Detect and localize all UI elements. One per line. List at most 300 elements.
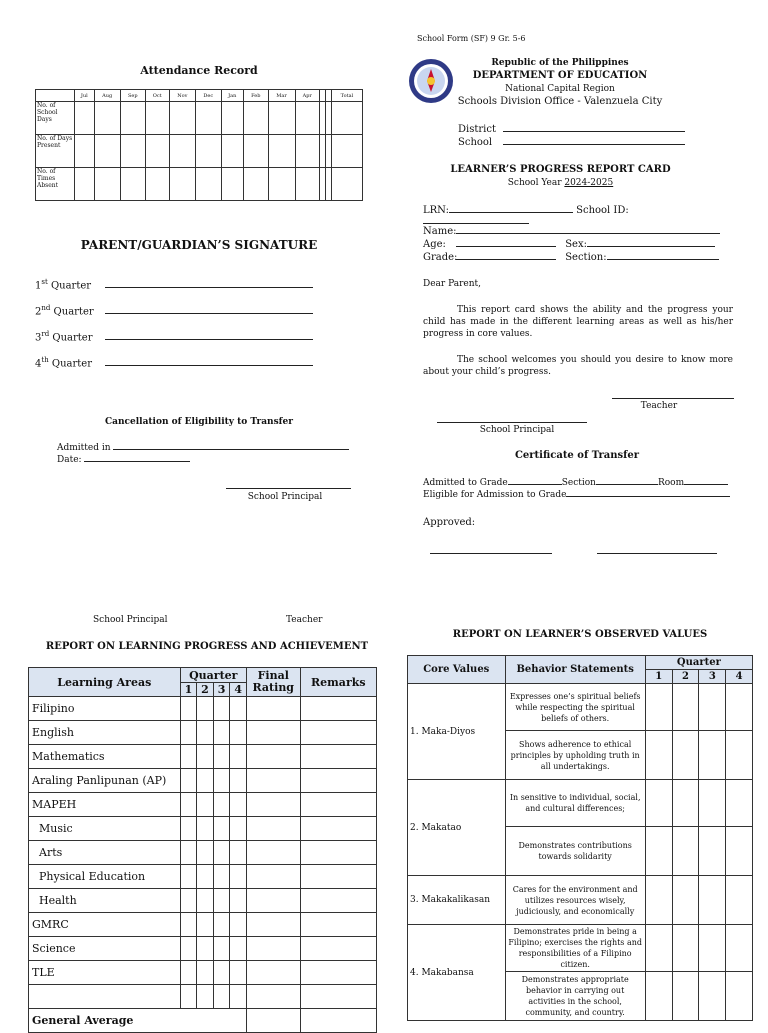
attendance-cell[interactable] <box>75 102 95 135</box>
attendance-cell[interactable] <box>221 135 243 168</box>
header-deped: DEPARTMENT OF EDUCATION <box>472 70 648 81</box>
attendance-cell[interactable] <box>120 168 145 201</box>
values-row <box>408 925 753 972</box>
values-mark-cell[interactable] <box>645 827 672 876</box>
lrn-row <box>423 205 733 227</box>
principal-sign-line <box>437 422 587 423</box>
learning-row <box>29 793 377 817</box>
attendance-cell[interactable] <box>169 102 195 135</box>
attendance-month-8: Feb <box>243 90 268 102</box>
grade-cell[interactable] <box>197 769 214 793</box>
eligible-label: Eligible for Admission to Grade <box>423 490 567 500</box>
learning-title: REPORT ON LEARNING PROGRESS AND ACHIEVEMENT <box>45 641 369 652</box>
lrn-line <box>449 212 573 213</box>
general-average-remarks[interactable] <box>300 1009 376 1033</box>
quarter-4-header: 4 <box>230 683 247 697</box>
attendance-row <box>36 135 363 168</box>
grade-cell[interactable] <box>197 841 214 865</box>
grade-cell[interactable] <box>300 769 376 793</box>
grade-cell[interactable] <box>230 985 247 1009</box>
attendance-month-2: Aug <box>94 90 120 102</box>
quarter-text: Quarter <box>49 332 93 344</box>
grade-cell[interactable] <box>213 841 230 865</box>
school-line <box>503 144 685 145</box>
grade-cell[interactable] <box>300 985 376 1009</box>
attendance-cell[interactable] <box>221 102 243 135</box>
behavior-statement: In sensitive to individual, social, and cultural differences; <box>505 780 645 827</box>
school-year-value: 2024-2025 <box>564 178 614 188</box>
grade-cell[interactable] <box>213 793 230 817</box>
name-row <box>423 226 733 237</box>
grade-cell[interactable] <box>300 745 376 769</box>
attendance-cell[interactable] <box>243 102 268 135</box>
grade-cell[interactable] <box>197 889 214 913</box>
values-mark-cell[interactable] <box>672 876 699 925</box>
grade-cell[interactable] <box>300 841 376 865</box>
values-mark-cell[interactable] <box>726 876 753 925</box>
grade-cell[interactable] <box>246 745 300 769</box>
grade-cell[interactable] <box>230 889 247 913</box>
cancel-principal-label: School Principal <box>247 492 323 502</box>
transfer-section-label: Section <box>561 478 596 488</box>
grade-cell[interactable] <box>230 721 247 745</box>
sex-label: Sex: <box>565 239 587 250</box>
attendance-cell[interactable] <box>75 168 95 201</box>
grade-cell[interactable] <box>300 937 376 961</box>
age-row <box>423 239 733 250</box>
deped-seal-logo <box>408 58 454 104</box>
teacher-sign-line <box>612 398 734 399</box>
learning-area-name: Music <box>29 817 181 841</box>
attendance-row-label: No. of Days Present <box>36 135 75 168</box>
grade-cell[interactable] <box>300 913 376 937</box>
general-average-label: General Average <box>29 1009 247 1033</box>
learning-areas-header: Learning Areas <box>29 668 181 697</box>
grade-cell[interactable] <box>180 889 197 913</box>
values-mark-cell[interactable] <box>699 780 726 827</box>
bottom-principal-label: School Principal <box>93 615 168 625</box>
grade-cell[interactable] <box>197 865 214 889</box>
date-label: Date: <box>57 455 82 465</box>
attendance-title: Attendance Record <box>140 64 258 77</box>
behavior-statement: Shows adherence to ethical principles by upholding truth in all undertakings. <box>505 731 645 780</box>
grade-cell[interactable] <box>180 865 197 889</box>
values-mark-cell[interactable] <box>672 731 699 780</box>
grade-cell[interactable] <box>197 961 214 985</box>
core-value-name: 3. Makakalikasan <box>408 876 506 925</box>
values-mark-cell[interactable] <box>645 876 672 925</box>
grade-cell[interactable] <box>197 721 214 745</box>
grade-cell[interactable] <box>213 817 230 841</box>
header-republic: Republic of the Philippines <box>491 58 629 68</box>
grade-cell[interactable] <box>230 745 247 769</box>
grade-cell[interactable] <box>213 985 230 1009</box>
quarter-signature-line[interactable] <box>105 313 313 314</box>
values-title: REPORT ON LEARNER’S OBSERVED VALUES <box>452 629 708 640</box>
learning-area-name: Science <box>29 937 181 961</box>
attendance-cell[interactable] <box>268 102 295 135</box>
values-quarter-3-header: 3 <box>699 670 726 684</box>
values-mark-cell[interactable] <box>726 925 753 972</box>
core-value-name: 1. Maka-Diyos <box>408 684 506 780</box>
grade-cell[interactable] <box>300 793 376 817</box>
attendance-month-10: Apr <box>295 90 319 102</box>
parent-signature-title: PARENT/GUARDIAN’S SIGNATURE <box>80 238 318 252</box>
general-average-row <box>29 1009 377 1033</box>
attendance-cell[interactable] <box>169 168 195 201</box>
school-row <box>458 137 685 148</box>
grade-cell[interactable] <box>197 745 214 769</box>
learning-area-name: Mathematics <box>29 745 181 769</box>
attendance-month-7: Jan <box>221 90 243 102</box>
learning-area-name: Filipino <box>29 697 181 721</box>
grade-cell[interactable] <box>300 721 376 745</box>
learning-area-name: Health <box>29 889 181 913</box>
attendance-row-label: No. of School Days <box>36 102 75 135</box>
learning-area-name: MAPEH <box>29 793 181 817</box>
attendance-cell[interactable] <box>145 168 169 201</box>
transfer-title: Certificate of Transfer <box>514 450 640 461</box>
grade-cell[interactable] <box>213 913 230 937</box>
grade-cell[interactable] <box>180 985 197 1009</box>
dear-parent: Dear Parent, <box>423 279 481 289</box>
admitted-grade-row <box>423 478 735 488</box>
values-mark-cell[interactable] <box>645 684 672 731</box>
values-mark-cell[interactable] <box>672 684 699 731</box>
grade-cell[interactable] <box>180 769 197 793</box>
learning-row <box>29 985 377 1009</box>
learning-row <box>29 889 377 913</box>
quarter-3-header: 3 <box>213 683 230 697</box>
approved-label: Approved: <box>423 517 476 528</box>
attendance-row <box>36 168 363 201</box>
cancellation-title: Cancellation of Eligibility to Transfer <box>104 417 293 427</box>
quarter-2-header: 2 <box>197 683 214 697</box>
quarter-signatures <box>35 278 335 382</box>
quarter-signature-row <box>35 278 335 304</box>
attendance-cell[interactable] <box>94 102 120 135</box>
teacher-label: Teacher <box>640 401 678 411</box>
grade-cell[interactable] <box>230 841 247 865</box>
grade-cell[interactable] <box>213 745 230 769</box>
values-mark-cell[interactable] <box>672 972 699 1021</box>
grade-cell[interactable] <box>246 793 300 817</box>
age-line <box>456 246 556 247</box>
learning-row <box>29 721 377 745</box>
grade-cell[interactable] <box>246 769 300 793</box>
attendance-cell[interactable] <box>268 135 295 168</box>
header-region: National Capital Region <box>505 84 615 94</box>
grade-cell[interactable] <box>180 841 197 865</box>
learning-row <box>29 745 377 769</box>
grade-line <box>456 259 556 260</box>
learning-area-name: Physical Education <box>29 865 181 889</box>
core-value-name: 4. Makabansa <box>408 925 506 1021</box>
section-line <box>607 259 719 260</box>
grade-cell[interactable] <box>230 793 247 817</box>
values-mark-cell[interactable] <box>699 876 726 925</box>
quarter-signature-line[interactable] <box>105 365 313 366</box>
grade-cell[interactable] <box>180 937 197 961</box>
grade-cell[interactable] <box>230 937 247 961</box>
grade-cell[interactable] <box>180 697 197 721</box>
grade-cell[interactable] <box>300 697 376 721</box>
values-quarter-2-header: 2 <box>672 670 699 684</box>
cancel-principal-line <box>226 488 351 489</box>
learning-area-name: Araling Panlipunan (AP) <box>29 769 181 793</box>
values-row <box>408 780 753 827</box>
learning-row <box>29 937 377 961</box>
grade-cell[interactable] <box>300 889 376 913</box>
quarter-1-header: 1 <box>180 683 197 697</box>
room-label: Room <box>657 478 685 488</box>
behavior-statement: Demonstrates contributions towards solidarity <box>505 827 645 876</box>
behavior-statement: Demonstrates appropriate behavior in carrying out activities in the school, community, and country. <box>505 972 645 1021</box>
attendance-cell[interactable] <box>243 135 268 168</box>
attendance-cell[interactable] <box>196 135 222 168</box>
core-values-header: Core Values <box>408 656 506 684</box>
school-id-line <box>423 223 529 224</box>
attendance-row <box>36 102 363 135</box>
attendance-table <box>35 89 363 201</box>
school-year-row <box>423 178 698 188</box>
grade-cell[interactable] <box>246 985 300 1009</box>
learning-area-name: TLE <box>29 961 181 985</box>
school-year-label: School Year <box>507 178 565 188</box>
attendance-cell[interactable] <box>120 135 145 168</box>
attendance-cell[interactable] <box>145 102 169 135</box>
admitted-in-label: Admitted in <box>57 443 111 453</box>
attendance-cell[interactable] <box>120 102 145 135</box>
quarter-label <box>35 278 105 291</box>
principal-label: School Principal <box>479 425 555 435</box>
transfer-section-line <box>596 484 658 485</box>
card-title: LEARNER’S PROGRESS REPORT CARD <box>450 164 671 175</box>
quarter-suffix: nd <box>41 304 51 312</box>
attendance-month-6: Dec <box>196 90 222 102</box>
grade-cell[interactable] <box>213 769 230 793</box>
final-rating-header: Final Rating <box>246 668 300 697</box>
learning-row <box>29 697 377 721</box>
grade-cell[interactable] <box>246 841 300 865</box>
values-mark-cell[interactable] <box>726 731 753 780</box>
grade-cell[interactable] <box>197 817 214 841</box>
attendance-month-3: Sep <box>120 90 145 102</box>
quarter-suffix: st <box>41 278 48 286</box>
grade-cell[interactable] <box>246 937 300 961</box>
attendance-cell[interactable] <box>268 168 295 201</box>
attendance-cell[interactable] <box>145 135 169 168</box>
core-value-name: 2. Makatao <box>408 780 506 876</box>
grade-cell[interactable] <box>180 817 197 841</box>
grade-cell[interactable] <box>197 937 214 961</box>
values-quarter-4-header: 4 <box>726 670 753 684</box>
quarter-signature-line[interactable] <box>105 287 313 288</box>
grade-cell[interactable] <box>213 697 230 721</box>
attendance-cell[interactable] <box>94 168 120 201</box>
grade-row <box>423 252 733 263</box>
quarter-signature-row <box>35 356 335 382</box>
learning-row <box>29 961 377 985</box>
school-id-label: School ID: <box>576 205 629 216</box>
values-mark-cell[interactable] <box>699 972 726 1021</box>
learning-row <box>29 913 377 937</box>
bottom-teacher-label: Teacher <box>286 615 323 625</box>
quarter-label <box>35 330 105 343</box>
attendance-month-9: Mar <box>268 90 295 102</box>
values-mark-cell[interactable] <box>726 780 753 827</box>
quarter-text: Quarter <box>48 358 92 370</box>
admitted-grade-line <box>508 484 562 485</box>
age-label: Age: <box>423 239 446 250</box>
values-table <box>407 655 753 1021</box>
quarter-number: 4 <box>35 358 42 370</box>
values-mark-cell[interactable] <box>726 684 753 731</box>
admitted-in-line <box>113 449 349 450</box>
grade-cell[interactable] <box>246 961 300 985</box>
grade-cell[interactable] <box>230 961 247 985</box>
grade-cell[interactable] <box>213 889 230 913</box>
date-line <box>84 461 190 462</box>
attendance-cell[interactable] <box>295 135 319 168</box>
values-mark-cell[interactable] <box>699 925 726 972</box>
attendance-cell[interactable] <box>221 168 243 201</box>
quarter-text: Quarter <box>47 280 92 292</box>
attendance-cell[interactable] <box>331 135 362 168</box>
values-mark-cell[interactable] <box>699 827 726 876</box>
grade-cell[interactable] <box>300 961 376 985</box>
grade-cell[interactable] <box>300 865 376 889</box>
values-quarter-1-header: 1 <box>645 670 672 684</box>
quarter-signature-row <box>35 304 335 330</box>
values-mark-cell[interactable] <box>672 925 699 972</box>
values-quarter-header: Quarter <box>645 656 752 670</box>
attendance-cell[interactable] <box>331 168 362 201</box>
lrn-label: LRN: <box>423 205 449 216</box>
behavior-header: Behavior Statements <box>505 656 645 684</box>
grade-cell[interactable] <box>230 817 247 841</box>
quarter-label <box>35 356 105 369</box>
name-label: Name: <box>423 226 457 237</box>
grade-cell[interactable] <box>246 913 300 937</box>
grade-cell[interactable] <box>197 793 214 817</box>
grade-cell[interactable] <box>246 889 300 913</box>
quarter-text: Quarter <box>50 306 94 318</box>
room-line <box>684 484 728 485</box>
attendance-cell[interactable] <box>196 102 222 135</box>
grade-cell[interactable] <box>213 937 230 961</box>
values-row <box>408 876 753 925</box>
quarter-number: 2 <box>35 306 42 318</box>
header-division: Schools Division Office - Valenzuela City <box>457 96 663 107</box>
values-mark-cell[interactable] <box>699 731 726 780</box>
quarter-number: 1 <box>35 280 42 292</box>
quarter-suffix: th <box>41 356 49 364</box>
grade-cell[interactable] <box>213 961 230 985</box>
learning-area-name <box>29 985 181 1009</box>
grade-cell[interactable] <box>230 913 247 937</box>
behavior-statement: Expresses one’s spiritual beliefs while respecting the spiritual beliefs of others. <box>505 684 645 731</box>
welcome-paragraph: The school welcomes you should you desire to know more about your child’s progress. <box>423 355 733 377</box>
grade-cell[interactable] <box>197 985 214 1009</box>
grade-cell[interactable] <box>180 913 197 937</box>
attendance-month-1: Jul <box>75 90 95 102</box>
attendance-cell[interactable] <box>75 135 95 168</box>
grade-cell[interactable] <box>180 721 197 745</box>
attendance-month-13: Total <box>331 90 362 102</box>
form-id: School Form (SF) 9 Gr. 5-6 <box>417 34 526 43</box>
grade-cell[interactable] <box>197 697 214 721</box>
quarter-suffix: rd <box>41 330 50 338</box>
attendance-month-0 <box>36 90 75 102</box>
grade-cell[interactable] <box>230 865 247 889</box>
values-row <box>408 684 753 731</box>
grade-cell[interactable] <box>300 817 376 841</box>
grade-cell[interactable] <box>180 745 197 769</box>
attendance-header-row <box>36 90 363 102</box>
grade-cell[interactable] <box>246 817 300 841</box>
quarter-label <box>35 304 105 317</box>
district-label: District <box>458 124 496 135</box>
grade-cell[interactable] <box>246 721 300 745</box>
values-mark-cell[interactable] <box>645 780 672 827</box>
values-mark-cell[interactable] <box>645 731 672 780</box>
learning-row <box>29 817 377 841</box>
values-mark-cell[interactable] <box>672 827 699 876</box>
values-mark-cell[interactable] <box>672 780 699 827</box>
grade-cell[interactable] <box>246 697 300 721</box>
grade-cell[interactable] <box>213 865 230 889</box>
general-average-final[interactable] <box>246 1009 300 1033</box>
section-label: Section: <box>565 252 607 263</box>
values-mark-cell[interactable] <box>699 684 726 731</box>
attendance-cell[interactable] <box>169 135 195 168</box>
report-card-paragraph: This report card shows the ability and the progress your child has made in the different learning areas as well as his/her progress in core values. <box>423 305 733 339</box>
grade-cell[interactable] <box>180 961 197 985</box>
behavior-statement: Cares for the environment and utilizes resources wisely, judiciously, and economically <box>505 876 645 925</box>
attendance-cell[interactable] <box>94 135 120 168</box>
learning-row <box>29 841 377 865</box>
values-mark-cell[interactable] <box>726 827 753 876</box>
attendance-cell[interactable] <box>295 168 319 201</box>
quarter-signature-line[interactable] <box>105 339 313 340</box>
attendance-row-label: No. of Times Absent <box>36 168 75 201</box>
admitted-grade-label: Admitted to Grade <box>423 478 508 488</box>
eligible-row <box>423 490 735 500</box>
attendance-cell[interactable] <box>331 102 362 135</box>
grade-cell[interactable] <box>197 913 214 937</box>
remarks-header: Remarks <box>300 668 376 697</box>
name-line <box>456 233 720 234</box>
school-label: School <box>458 137 493 148</box>
attendance-cell[interactable] <box>196 168 222 201</box>
approved-line-right <box>597 553 717 554</box>
sex-line <box>587 246 715 247</box>
attendance-cell[interactable] <box>243 168 268 201</box>
grade-cell[interactable] <box>230 769 247 793</box>
attendance-month-4: Oct <box>145 90 169 102</box>
grade-cell[interactable] <box>213 721 230 745</box>
values-mark-cell[interactable] <box>645 925 672 972</box>
attendance-cell[interactable] <box>295 102 319 135</box>
values-mark-cell[interactable] <box>726 972 753 1021</box>
date-row <box>57 455 190 465</box>
grade-cell[interactable] <box>246 865 300 889</box>
values-mark-cell[interactable] <box>645 972 672 1021</box>
grade-cell[interactable] <box>180 793 197 817</box>
learning-row <box>29 865 377 889</box>
grade-cell[interactable] <box>230 697 247 721</box>
